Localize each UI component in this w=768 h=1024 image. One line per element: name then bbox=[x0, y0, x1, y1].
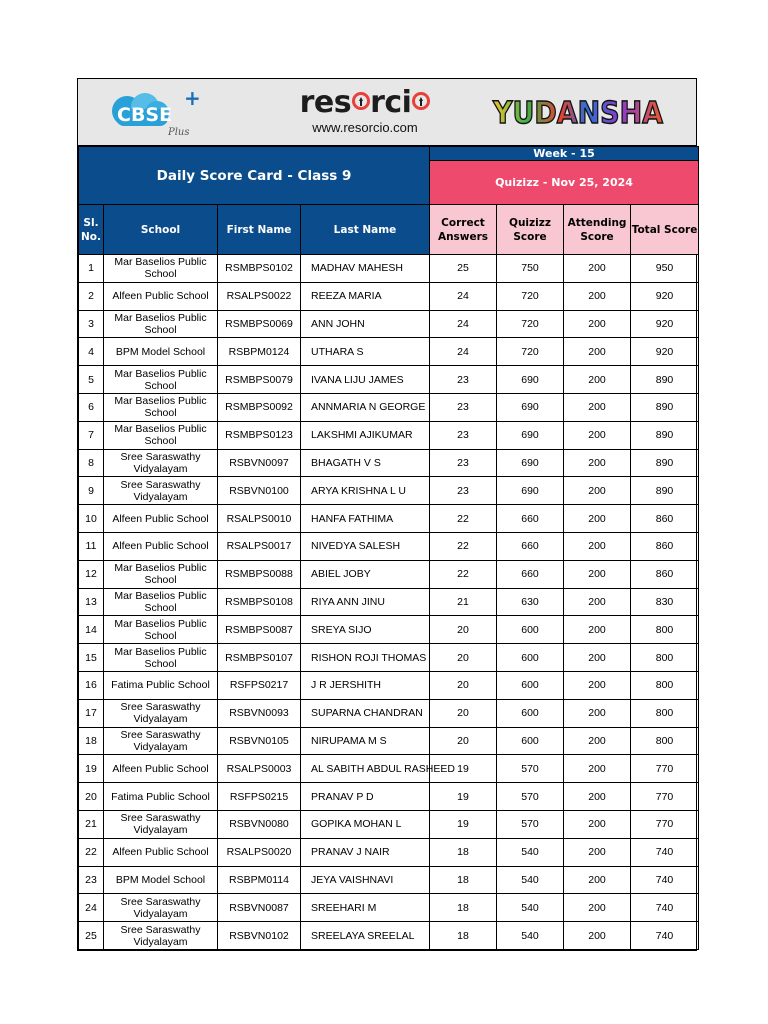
table-row bbox=[79, 922, 699, 950]
last-name-cell: PRANAV J NAIR bbox=[301, 838, 430, 866]
school-cell: Mar Baselios Public School bbox=[104, 560, 218, 588]
sl-no-cell: 22 bbox=[79, 838, 104, 866]
sl-no-cell: 17 bbox=[79, 699, 104, 727]
table-row bbox=[79, 532, 699, 560]
total-score-cell: 830 bbox=[631, 588, 699, 616]
sl-no-cell: 20 bbox=[79, 783, 104, 811]
total-score-cell: 770 bbox=[631, 755, 699, 783]
correct-answers-cell: 18 bbox=[430, 838, 497, 866]
sl-no-cell: 7 bbox=[79, 421, 104, 449]
school-cell: Sree Saraswathy Vidyalayam bbox=[104, 477, 218, 505]
last-name-cell: IVANA LIJU JAMES bbox=[301, 366, 430, 394]
correct-answers-cell: 18 bbox=[430, 922, 497, 950]
total-score-cell: 920 bbox=[631, 338, 699, 366]
first-name-cell: RSMBPS0107 bbox=[218, 644, 301, 672]
first-name-cell: RSALPS0020 bbox=[218, 838, 301, 866]
first-name-cell: RSBVN0093 bbox=[218, 699, 301, 727]
first-name-cell: RSMBPS0092 bbox=[218, 393, 301, 421]
total-score-cell: 800 bbox=[631, 671, 699, 699]
correct-answers-cell: 24 bbox=[430, 338, 497, 366]
first-name-cell: RSBVN0087 bbox=[218, 894, 301, 922]
resorcio-logo bbox=[290, 85, 440, 137]
school-cell: Sree Saraswathy Vidyalayam bbox=[104, 922, 218, 950]
attending-score-cell: 200 bbox=[564, 783, 631, 811]
table-row bbox=[79, 671, 699, 699]
first-name-cell: RSBVN0080 bbox=[218, 810, 301, 838]
score-card-sheet bbox=[77, 78, 697, 951]
quizizz-score-cell: 690 bbox=[497, 421, 564, 449]
quizizz-score-cell: 690 bbox=[497, 477, 564, 505]
attending-score-cell: 200 bbox=[564, 282, 631, 310]
last-name-cell: SREEHARI M bbox=[301, 894, 430, 922]
resorcio-word-left: res bbox=[299, 85, 352, 120]
logo-banner bbox=[78, 79, 696, 146]
correct-answers-cell: 23 bbox=[430, 421, 497, 449]
attending-score-cell: 200 bbox=[564, 838, 631, 866]
table-row bbox=[79, 421, 699, 449]
last-name-cell: AL SABITH ABDUL RASHEED bbox=[301, 755, 430, 783]
school-cell: Mar Baselios Public School bbox=[104, 255, 218, 283]
attending-score-cell: 200 bbox=[564, 255, 631, 283]
sl-no-cell: 5 bbox=[79, 366, 104, 394]
attending-score-cell: 200 bbox=[564, 810, 631, 838]
table-row bbox=[79, 505, 699, 533]
attending-score-cell: 200 bbox=[564, 477, 631, 505]
sl-no-cell: 9 bbox=[79, 477, 104, 505]
attending-score-cell: 200 bbox=[564, 449, 631, 477]
correct-answers-cell: 24 bbox=[430, 310, 497, 338]
last-name-cell: HANFA FATHIMA bbox=[301, 505, 430, 533]
attending-score-cell: 200 bbox=[564, 866, 631, 894]
table-row bbox=[79, 838, 699, 866]
table-row bbox=[79, 477, 699, 505]
correct-answers-cell: 18 bbox=[430, 894, 497, 922]
sl-no-cell: 16 bbox=[79, 671, 104, 699]
total-score-cell: 860 bbox=[631, 532, 699, 560]
table-row bbox=[79, 393, 699, 421]
quizizz-score-cell: 570 bbox=[497, 755, 564, 783]
table-row bbox=[79, 810, 699, 838]
school-cell: Mar Baselios Public School bbox=[104, 421, 218, 449]
cbse-logo-plus: + bbox=[184, 86, 201, 110]
total-score-cell: 950 bbox=[631, 255, 699, 283]
attending-score-cell: 200 bbox=[564, 421, 631, 449]
correct-answers-cell: 20 bbox=[430, 671, 497, 699]
table-row bbox=[79, 616, 699, 644]
sl-no-cell: 14 bbox=[79, 616, 104, 644]
cbse-plus-logo bbox=[112, 85, 212, 141]
school-cell: Alfeen Public School bbox=[104, 505, 218, 533]
quizizz-score-cell: 540 bbox=[497, 922, 564, 950]
school-cell: Sree Saraswathy Vidyalayam bbox=[104, 727, 218, 755]
first-name-cell: RSFPS0217 bbox=[218, 671, 301, 699]
attending-score-cell: 200 bbox=[564, 922, 631, 950]
correct-answers-cell: 21 bbox=[430, 588, 497, 616]
total-score-cell: 860 bbox=[631, 560, 699, 588]
last-name-cell: RIYA ANN JINU bbox=[301, 588, 430, 616]
quizizz-score-cell: 630 bbox=[497, 588, 564, 616]
sl-no-cell: 10 bbox=[79, 505, 104, 533]
sl-no-cell: 4 bbox=[79, 338, 104, 366]
attending-score-cell: 200 bbox=[564, 699, 631, 727]
sl-no-cell: 25 bbox=[79, 922, 104, 950]
last-name-cell: ANN JOHN bbox=[301, 310, 430, 338]
col-header-sl-no: Sl. No. bbox=[79, 205, 104, 255]
sl-no-cell: 3 bbox=[79, 310, 104, 338]
table-row bbox=[79, 338, 699, 366]
last-name-cell: SREYA SIJO bbox=[301, 616, 430, 644]
quizizz-score-cell: 540 bbox=[497, 894, 564, 922]
sl-no-cell: 24 bbox=[79, 894, 104, 922]
col-header-total-score: Total Score bbox=[631, 205, 699, 255]
score-table-body bbox=[79, 255, 699, 950]
attending-score-cell: 200 bbox=[564, 644, 631, 672]
school-cell: Alfeen Public School bbox=[104, 282, 218, 310]
col-header-last-name: Last Name bbox=[301, 205, 430, 255]
first-name-cell: RSMBPS0102 bbox=[218, 255, 301, 283]
sl-no-cell: 15 bbox=[79, 644, 104, 672]
total-score-cell: 890 bbox=[631, 393, 699, 421]
first-name-cell: RSALPS0010 bbox=[218, 505, 301, 533]
quizizz-score-cell: 690 bbox=[497, 449, 564, 477]
last-name-cell: LAKSHMI AJIKUMAR bbox=[301, 421, 430, 449]
last-name-cell: NIRUPAMA M S bbox=[301, 727, 430, 755]
attending-score-cell: 200 bbox=[564, 894, 631, 922]
correct-answers-cell: 20 bbox=[430, 644, 497, 672]
correct-answers-cell: 20 bbox=[430, 616, 497, 644]
first-name-cell: RSMBPS0088 bbox=[218, 560, 301, 588]
sl-no-cell: 1 bbox=[79, 255, 104, 283]
first-name-cell: RSBVN0097 bbox=[218, 449, 301, 477]
school-cell: Alfeen Public School bbox=[104, 838, 218, 866]
school-cell: Alfeen Public School bbox=[104, 755, 218, 783]
quizizz-score-cell: 600 bbox=[497, 727, 564, 755]
table-row bbox=[79, 366, 699, 394]
table-row bbox=[79, 783, 699, 811]
cbse-logo-text: CBSE bbox=[117, 104, 173, 126]
correct-answers-cell: 23 bbox=[430, 449, 497, 477]
correct-answers-cell: 19 bbox=[430, 755, 497, 783]
quiz-date-label: Quizizz - Nov 25, 2024 bbox=[430, 161, 699, 205]
quizizz-score-cell: 660 bbox=[497, 505, 564, 533]
total-score-cell: 890 bbox=[631, 477, 699, 505]
correct-answers-cell: 19 bbox=[430, 783, 497, 811]
attending-score-cell: 200 bbox=[564, 727, 631, 755]
attending-score-cell: 200 bbox=[564, 671, 631, 699]
table-row bbox=[79, 255, 699, 283]
total-score-cell: 740 bbox=[631, 838, 699, 866]
cbse-logo-script: Plus bbox=[168, 127, 190, 138]
col-header-quizizz-score: Quizizz Score bbox=[497, 205, 564, 255]
quizizz-score-cell: 540 bbox=[497, 838, 564, 866]
score-card-title: Daily Score Card - Class 9 bbox=[79, 147, 430, 205]
correct-answers-cell: 23 bbox=[430, 477, 497, 505]
total-score-cell: 890 bbox=[631, 366, 699, 394]
correct-answers-cell: 22 bbox=[430, 560, 497, 588]
total-score-cell: 890 bbox=[631, 421, 699, 449]
correct-answers-cell: 20 bbox=[430, 699, 497, 727]
last-name-cell: SREELAYA SREELAL bbox=[301, 922, 430, 950]
resorcio-o-icon bbox=[352, 92, 370, 110]
school-cell: Sree Saraswathy Vidyalayam bbox=[104, 894, 218, 922]
first-name-cell: RSMBPS0108 bbox=[218, 588, 301, 616]
attending-score-cell: 200 bbox=[564, 310, 631, 338]
arrow-up-circle-icon bbox=[412, 92, 430, 110]
first-name-cell: RSMBPS0079 bbox=[218, 366, 301, 394]
total-score-cell: 800 bbox=[631, 644, 699, 672]
first-name-cell: RSALPS0003 bbox=[218, 755, 301, 783]
quizizz-score-cell: 660 bbox=[497, 560, 564, 588]
yudansha-logo bbox=[490, 89, 666, 133]
attending-score-cell: 200 bbox=[564, 338, 631, 366]
last-name-cell: SUPARNA CHANDRAN bbox=[301, 699, 430, 727]
school-cell: Alfeen Public School bbox=[104, 532, 218, 560]
attending-score-cell: 200 bbox=[564, 393, 631, 421]
table-row bbox=[79, 727, 699, 755]
first-name-cell: RSBPM0114 bbox=[218, 866, 301, 894]
sl-no-cell: 6 bbox=[79, 393, 104, 421]
first-name-cell: RSALPS0022 bbox=[218, 282, 301, 310]
school-cell: Mar Baselios Public School bbox=[104, 366, 218, 394]
quizizz-score-cell: 690 bbox=[497, 366, 564, 394]
table-row bbox=[79, 310, 699, 338]
total-score-cell: 800 bbox=[631, 699, 699, 727]
first-name-cell: RSMBPS0123 bbox=[218, 421, 301, 449]
quizizz-score-cell: 600 bbox=[497, 644, 564, 672]
school-cell: Sree Saraswathy Vidyalayam bbox=[104, 699, 218, 727]
table-row bbox=[79, 449, 699, 477]
quizizz-score-cell: 720 bbox=[497, 282, 564, 310]
first-name-cell: RSBVN0100 bbox=[218, 477, 301, 505]
school-cell: Mar Baselios Public School bbox=[104, 310, 218, 338]
quizizz-score-cell: 750 bbox=[497, 255, 564, 283]
quizizz-score-cell: 600 bbox=[497, 699, 564, 727]
table-row bbox=[79, 588, 699, 616]
attending-score-cell: 200 bbox=[564, 616, 631, 644]
first-name-cell: RSALPS0017 bbox=[218, 532, 301, 560]
correct-answers-cell: 24 bbox=[430, 282, 497, 310]
school-cell: Sree Saraswathy Vidyalayam bbox=[104, 449, 218, 477]
attending-score-cell: 200 bbox=[564, 366, 631, 394]
table-row bbox=[79, 560, 699, 588]
first-name-cell: RSFPS0215 bbox=[218, 783, 301, 811]
first-name-cell: RSMBPS0069 bbox=[218, 310, 301, 338]
last-name-cell: PRANAV P D bbox=[301, 783, 430, 811]
attending-score-cell: 200 bbox=[564, 560, 631, 588]
first-name-cell: RSMBPS0087 bbox=[218, 616, 301, 644]
total-score-cell: 920 bbox=[631, 282, 699, 310]
col-header-first-name: First Name bbox=[218, 205, 301, 255]
last-name-cell: ARYA KRISHNA L U bbox=[301, 477, 430, 505]
total-score-cell: 740 bbox=[631, 894, 699, 922]
col-header-attending-score: Attending Score bbox=[564, 205, 631, 255]
yudansha-logo-text: YUDANSHA bbox=[492, 96, 664, 131]
school-cell: BPM Model School bbox=[104, 866, 218, 894]
sl-no-cell: 19 bbox=[79, 755, 104, 783]
table-row bbox=[79, 282, 699, 310]
last-name-cell: UTHARA S bbox=[301, 338, 430, 366]
last-name-cell: MADHAV MAHESH bbox=[301, 255, 430, 283]
total-score-cell: 770 bbox=[631, 783, 699, 811]
total-score-cell: 740 bbox=[631, 922, 699, 950]
sl-no-cell: 12 bbox=[79, 560, 104, 588]
last-name-cell: GOPIKA MOHAN L bbox=[301, 810, 430, 838]
attending-score-cell: 200 bbox=[564, 532, 631, 560]
sl-no-cell: 21 bbox=[79, 810, 104, 838]
school-cell: Mar Baselios Public School bbox=[104, 588, 218, 616]
first-name-cell: RSBVN0102 bbox=[218, 922, 301, 950]
last-name-cell: NIVEDYA SALESH bbox=[301, 532, 430, 560]
last-name-cell: JEYA VAISHNAVI bbox=[301, 866, 430, 894]
last-name-cell: J R JERSHITH bbox=[301, 671, 430, 699]
total-score-cell: 890 bbox=[631, 449, 699, 477]
last-name-cell: ANNMARIA N GEORGE bbox=[301, 393, 430, 421]
school-cell: Mar Baselios Public School bbox=[104, 393, 218, 421]
total-score-cell: 740 bbox=[631, 866, 699, 894]
attending-score-cell: 200 bbox=[564, 505, 631, 533]
quizizz-score-cell: 540 bbox=[497, 866, 564, 894]
sl-no-cell: 11 bbox=[79, 532, 104, 560]
correct-answers-cell: 18 bbox=[430, 866, 497, 894]
col-header-correct-answers: Correct Answers bbox=[430, 205, 497, 255]
school-cell: Mar Baselios Public School bbox=[104, 616, 218, 644]
correct-answers-cell: 25 bbox=[430, 255, 497, 283]
school-cell: Sree Saraswathy Vidyalayam bbox=[104, 810, 218, 838]
total-score-cell: 770 bbox=[631, 810, 699, 838]
correct-answers-cell: 20 bbox=[430, 727, 497, 755]
table-row bbox=[79, 644, 699, 672]
correct-answers-cell: 22 bbox=[430, 505, 497, 533]
total-score-cell: 800 bbox=[631, 727, 699, 755]
correct-answers-cell: 19 bbox=[430, 810, 497, 838]
school-cell: Fatima Public School bbox=[104, 783, 218, 811]
correct-answers-cell: 22 bbox=[430, 532, 497, 560]
quizizz-score-cell: 570 bbox=[497, 783, 564, 811]
sl-no-cell: 13 bbox=[79, 588, 104, 616]
last-name-cell: RISHON ROJI THOMAS bbox=[301, 644, 430, 672]
last-name-cell: ABIEL JOBY bbox=[301, 560, 430, 588]
first-name-cell: RSBPM0124 bbox=[218, 338, 301, 366]
week-label: Week - 15 bbox=[430, 147, 699, 161]
sl-no-cell: 2 bbox=[79, 282, 104, 310]
last-name-cell: REEZA MARIA bbox=[301, 282, 430, 310]
quizizz-score-cell: 600 bbox=[497, 616, 564, 644]
quizizz-score-cell: 660 bbox=[497, 532, 564, 560]
total-score-cell: 800 bbox=[631, 616, 699, 644]
resorcio-url: www.resorcio.com bbox=[312, 120, 418, 135]
sl-no-cell: 23 bbox=[79, 866, 104, 894]
table-row bbox=[79, 699, 699, 727]
sl-no-cell: 8 bbox=[79, 449, 104, 477]
total-score-cell: 920 bbox=[631, 310, 699, 338]
quizizz-score-cell: 570 bbox=[497, 810, 564, 838]
school-cell: BPM Model School bbox=[104, 338, 218, 366]
quizizz-score-cell: 720 bbox=[497, 338, 564, 366]
col-header-school: School bbox=[104, 205, 218, 255]
attending-score-cell: 200 bbox=[564, 755, 631, 783]
sl-no-cell: 18 bbox=[79, 727, 104, 755]
quizizz-score-cell: 720 bbox=[497, 310, 564, 338]
attending-score-cell: 200 bbox=[564, 588, 631, 616]
correct-answers-cell: 23 bbox=[430, 393, 497, 421]
last-name-cell: BHAGATH V S bbox=[301, 449, 430, 477]
table-row bbox=[79, 866, 699, 894]
score-table bbox=[78, 146, 699, 950]
quizizz-score-cell: 600 bbox=[497, 671, 564, 699]
total-score-cell: 860 bbox=[631, 505, 699, 533]
quizizz-score-cell: 690 bbox=[497, 393, 564, 421]
school-cell: Mar Baselios Public School bbox=[104, 644, 218, 672]
first-name-cell: RSBVN0105 bbox=[218, 727, 301, 755]
school-cell: Fatima Public School bbox=[104, 671, 218, 699]
table-row bbox=[79, 755, 699, 783]
table-row bbox=[79, 894, 699, 922]
resorcio-word-right: rci bbox=[370, 85, 412, 120]
correct-answers-cell: 23 bbox=[430, 366, 497, 394]
